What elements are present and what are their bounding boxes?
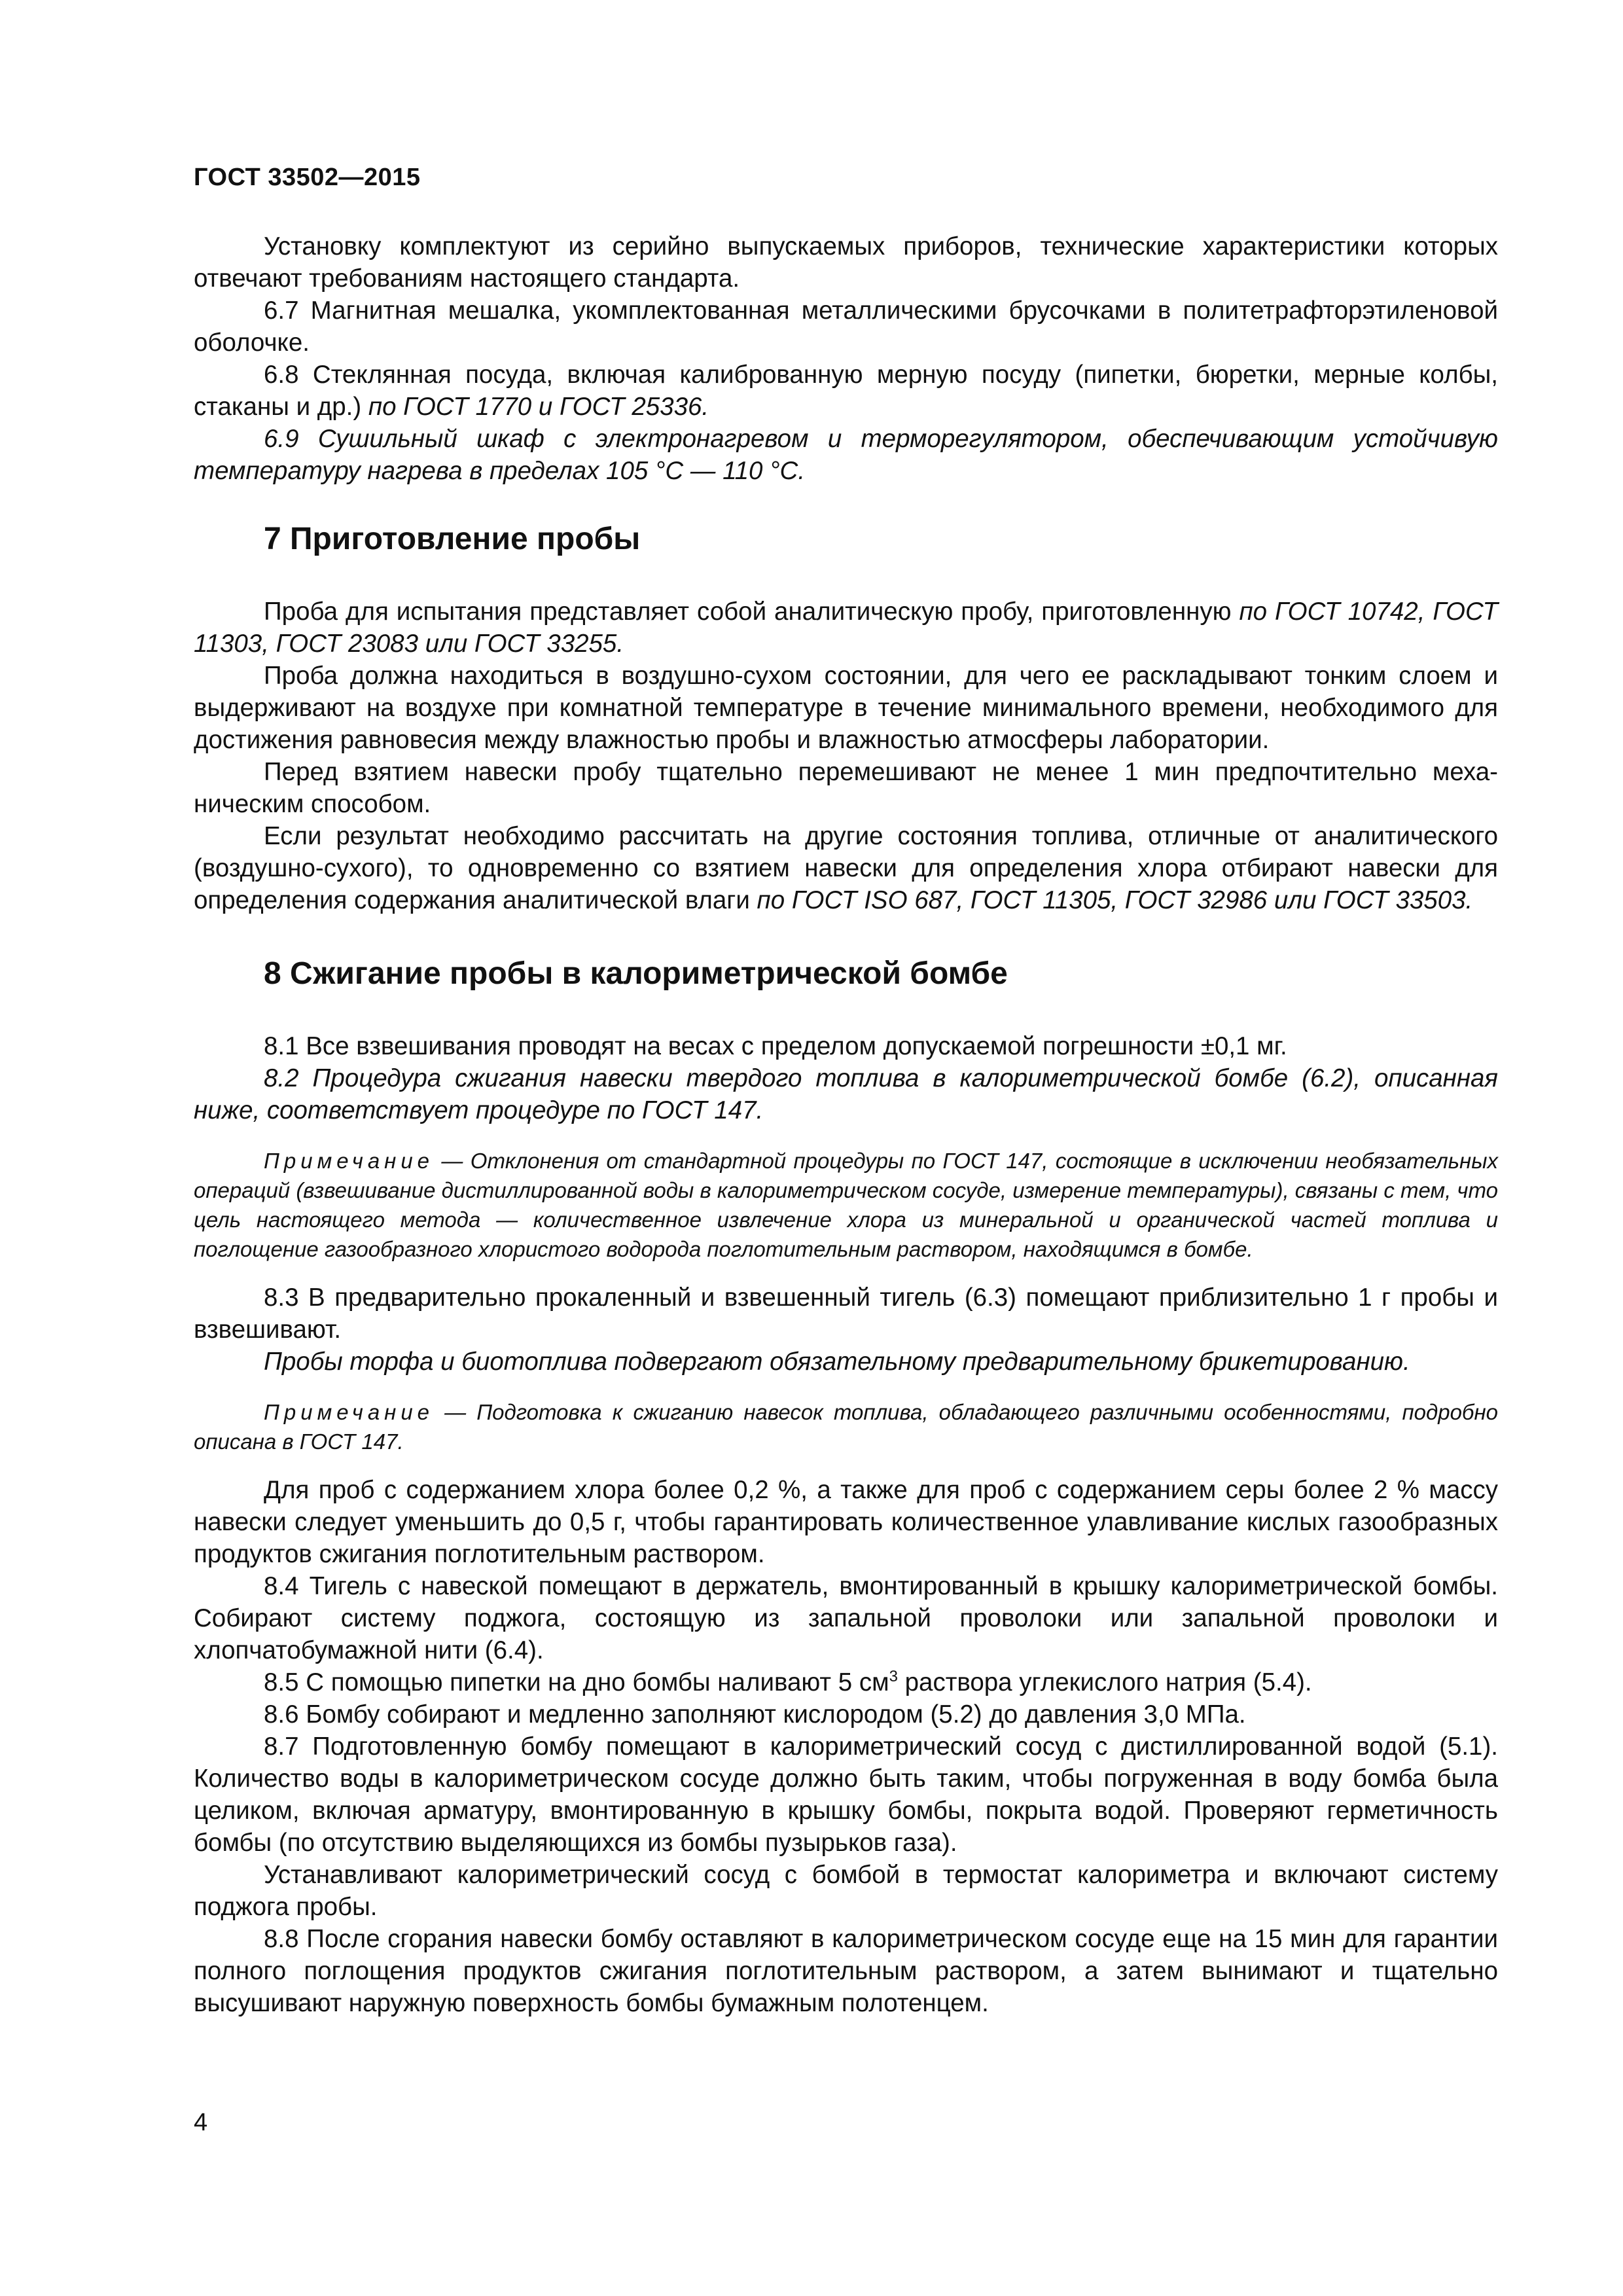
text-run: раствора углекислого натрия (5.4). [897,1668,1312,1696]
paragraph-8-3: 8.3 В предварительно прокаленный и взвешенный тигель (6.3) помещают приблизительно 1 г пробы и взвешивают. [194,1283,1498,1344]
paragraph-8-7: 8.7 Подготовленную бомбу помещают в калориметрический сосуд с дистиллированной водой (5.1). Количество воды в калориметрическом сосуде должно быть таким, чтобы погруженная в воду бомба была целиком, включая арматуру, вмонтированную в крышку бомбы, покрыта водой. Проверяют герметичность бомбы (по отсутствию выделяющихся из бомбы пузырьков газа). [194,1732,1498,1857]
standard-reference: по ГОСТ 10742, ГОСТ 11303, ГОСТ 23083 или ГОСТ 33255. [194,598,1498,658]
section-heading-7: 7 Приготовление пробы [264,522,641,556]
superscript: 3 [889,1668,898,1686]
paragraph-8-8: 8.8 После сгорания навески бомбу оставляют в калориметрическом сосуде еще на 15 мин для гарантии полного поглощения продуктов сжигания поглотительным раствором, а затем вынимают и тщательно высушивают наружную поверхность бомбы бумажным полотенцем. [194,1925,1498,2017]
text-run: 6.8 Стеклянная посуда, включая калиброванную мерную посуду (пипетки, бюретки, мерные колбы, стаканы и др.) [194,361,1498,421]
paragraph-8-4: 8.4 Тигель с навеской помещают в держатель, вмонтированный в крышку калориметрической бомбы. Собирают систему поджога, состоящую из запальной проволоки или запальной проволоки и хлопчатобумажной нити (6.4). [194,1572,1498,1664]
note [194,1146,1498,1264]
paragraph: Устанавливают калориметрический сосуд с бомбой в термостат калориметра и включают систему поджога пробы. [194,1861,1498,1921]
text-run: 8.5 С помощью пипетки на дно бомбы наливают 5 см [264,1668,889,1696]
document-body [194,230,1498,2019]
standard-reference: по ГОСТ 1770 и ГОСТ 25336. [368,393,709,421]
paragraph-6-8 [194,359,1498,423]
paragraph-italic: Пробы торфа и биотоплива подвергают обязательному предварительному брикетированию. [264,1348,1410,1376]
section-heading-8: 8 Сжигание пробы в калориметрической бомбе [264,956,1008,991]
paragraph [194,596,1498,660]
text-run: Если результат необходимо рассчитать на другие состояния топлива, отличные от аналитического (воздушно-сухого), то одновременно со взятием навески для определения хлора отбирают навески для определения содержания аналитической влаги [194,822,1498,914]
paragraph-8-2: 8.2 Процедура сжигания навески твердого топлива в калориметрической бомбе (6.2), описанная ниже, соответствует процедуре по ГОСТ 147. [194,1064,1498,1124]
note [194,1397,1498,1456]
note-text: — Отклонения от стандартной процедуры по ГОСТ 147, состоящие в исключении необязательных операций (взвешивание дистиллированной воды в калориметрическом сосуде, измерение температуры), связаны с тем, что цель настоящего метода — количественное извлечение хлора из минеральной и органической частей топлива и поглощение газообразного хлористого водорода поглотительным раствором, находящимся в бомбе. [194,1149,1498,1261]
paragraph-8-5 [194,1666,1498,1698]
standard-reference: по ГОСТ ISO 687, ГОСТ 11305, ГОСТ 32986 или ГОСТ 33503. [757,886,1473,914]
paragraph-8-6: 8.6 Бомбу собирают и медленно заполняют кислородом (5.2) до давления 3,0 МПа. [264,1700,1246,1729]
document-header: ГОСТ 33502—2015 [194,164,421,191]
paragraph: Установку комплектуют из серийно выпускаемых приборов, технические характеристики которых отвечают требованиям настоящего стандарта. [194,232,1498,293]
page-number: 4 [194,2109,208,2136]
note-label: Примечание [264,1400,435,1424]
paragraph-8-1: 8.1 Все взвешивания проводят на весах с пределом допускаемой погрешности ±0,1 мг. [264,1032,1287,1060]
paragraph: Для проб с содержанием хлора более 0,2 %, а также для проб с содержанием серы более 2 % массу навески следует уменьшить до 0,5 г, чтобы гарантировать количественное улавливание кислых газообразных продуктов сжигания поглотительным раствором. [194,1476,1498,1568]
note-label: Примечание [264,1149,435,1173]
paragraph [194,820,1498,916]
paragraph-6-9: 6.9 Сушильный шкаф с электронагревом и терморегулятором, обеспечивающим устойчивую температуру нагрева в пределах 105 °С — 110 °С. [194,425,1498,485]
text-run: Проба для испытания представляет собой аналитическую пробу, приготовленную [264,598,1240,626]
note-text: — Подготовка к сжиганию навесок топлива, обладающего различными особенностями, подробно описана в ГОСТ 147. [194,1400,1498,1454]
paragraph-6-7: 6.7 Магнитная мешалка, укомплектованная металлическими брусочками в политетрафторэтиленовой оболочке. [194,296,1498,357]
paragraph: Проба должна находиться в воздушно-сухом состоянии, для чего ее раскладывают тонким слоем и выдерживают на воздухе при комнатной температуре в течение минимального времени, необходимого для достижения равновесия между влажностью пробы и влажностью атмосферы лаборатории. [194,662,1498,754]
paragraph: Перед взятием навески пробу тщательно перемешивают не менее 1 мин предпочтительно механическим способом. [194,758,1498,818]
